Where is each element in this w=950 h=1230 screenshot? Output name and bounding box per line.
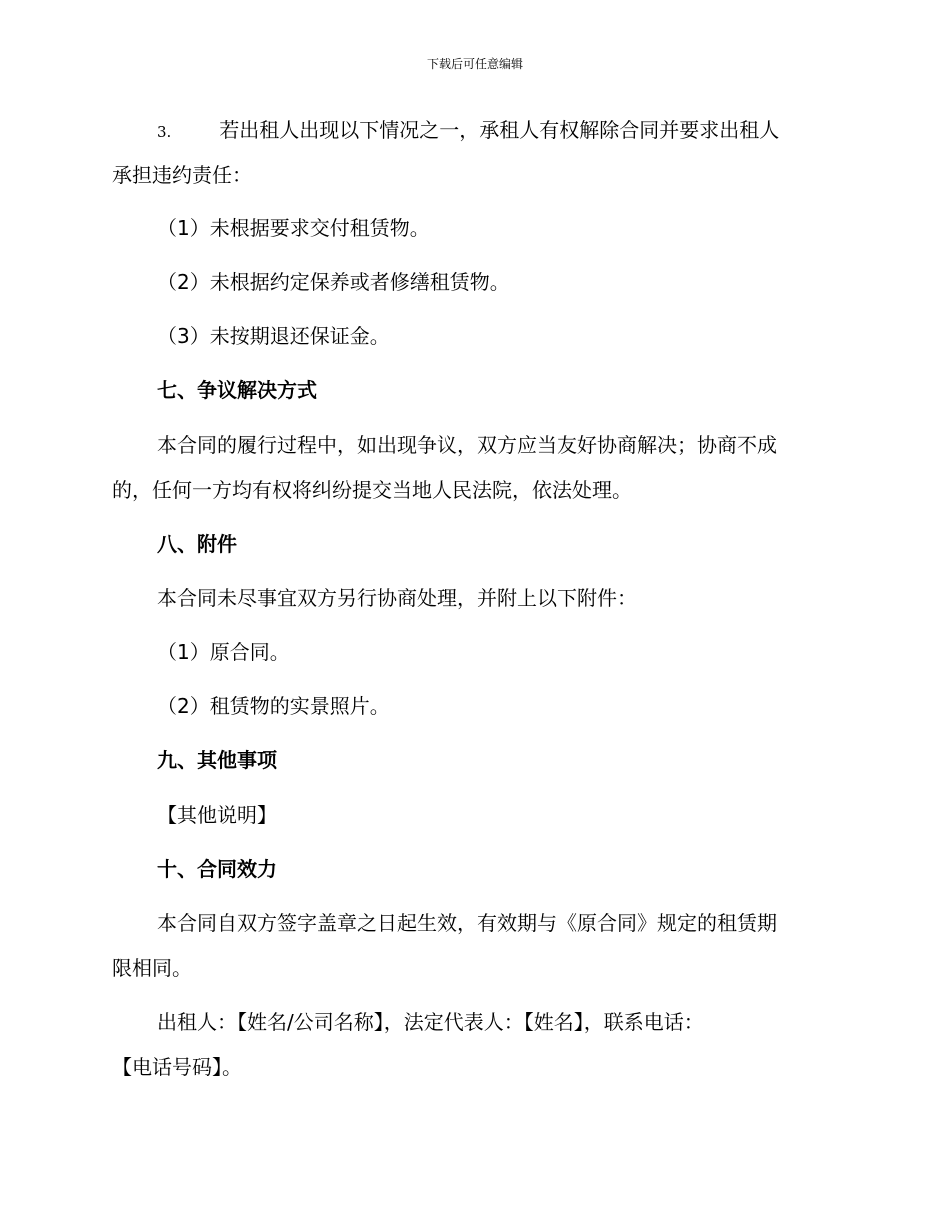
section-8-item-2: （2）租赁物的实景照片。 <box>157 694 390 718</box>
clause-3-line-2: 承担违约责任： <box>112 163 252 187</box>
clause-3-text: 若出租人出现以下情况之一，承租人有权解除合同并要求出租人 <box>219 118 780 142</box>
section-8-heading: 八、附件 <box>157 532 237 556</box>
clause-3-item-1: （1）未根据要求交付租赁物。 <box>157 216 430 240</box>
section-10-heading: 十、合同效力 <box>157 857 277 881</box>
clause-3-line-1 <box>157 118 779 144</box>
clause-3-item-3: （3）未按期退还保证金。 <box>157 324 390 348</box>
section-10-line-1: 本合同自双方签字盖章之日起生效，有效期与《原合同》规定的租赁期 <box>157 911 777 935</box>
signature-line-2: 【电话号码】。 <box>112 1055 242 1079</box>
section-7-heading: 七、争议解决方式 <box>157 378 317 402</box>
clause-3-item-2: （2）未根据约定保养或者修缮租赁物。 <box>157 270 510 294</box>
section-9-heading: 九、其他事项 <box>157 748 277 772</box>
section-7-line-2: 的，任何一方均有权将纠纷提交当地人民法院，依法处理。 <box>112 478 632 502</box>
section-8-item-1: （1）原合同。 <box>157 640 290 664</box>
section-7-line-1: 本合同的履行过程中，如出现争议，双方应当友好协商解决；协商不成 <box>157 433 777 457</box>
signature-line-1: 出租人：【姓名/公司名称】，法定代表人：【姓名】，联系电话： <box>157 1010 704 1034</box>
section-10-line-2: 限相同。 <box>112 956 192 980</box>
clause-3-number: 3. <box>157 123 172 141</box>
section-8-intro: 本合同未尽事宜双方另行协商处理，并附上以下附件： <box>157 586 637 610</box>
page-header: 下载后可任意编辑 <box>426 57 523 71</box>
section-9-text: 【其他说明】 <box>157 803 277 827</box>
